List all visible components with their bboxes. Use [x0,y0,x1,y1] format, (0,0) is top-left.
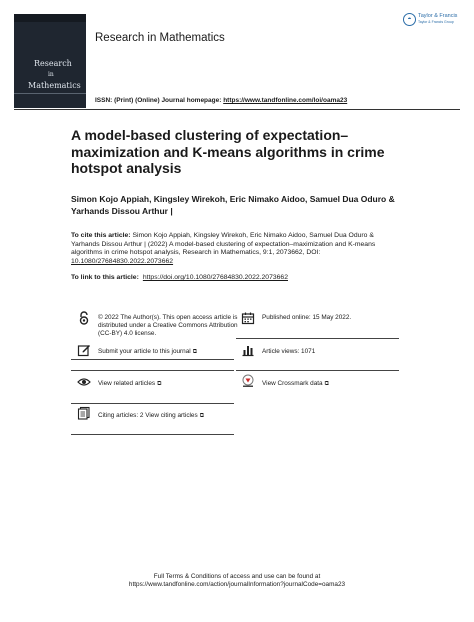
footer-link[interactable]: https://www.tandfonline.com/action/journalInformation?journalCode=oama23 [128,581,346,589]
article-doi-url[interactable]: https://doi.org/10.1080/27684830.2022.2073662 [142,274,288,281]
divider [71,370,234,371]
citing-articles-link[interactable]: Citing articles: 2 View citing articles ⧉ [98,412,204,419]
citation-block: To cite this article: Simon Kojo Appiah, Kingsley Wirekoh, Eric Nimako Aidoo, Samuel Dua Oduro & Yarhands Dissou Arthur | (2022) A model-based clustering of expectation–maximization and K-means algorithms in crime hotspot analysis, Research in Mathematics, 9:1, 2073662, DOI: 10.1080/27684830.2022.2073662 [71,232,376,265]
issn-line: ISSN: (Print) (Online) Journal homepage: https://www.tandfonline.com/loi/oama23 [95,97,348,104]
related-articles-link[interactable]: View related articles ⧉ [98,380,162,387]
publisher-logo-icon: ◓ [403,13,416,26]
external-link-icon: ⧉ [157,381,162,387]
bar-chart-icon [241,343,255,357]
cover-divider [14,93,86,94]
divider [236,338,399,339]
divider [71,359,234,360]
article-views: Article views: 1071 [262,348,316,355]
doi-link[interactable]: 10.1080/27684830.2022.2073662 [71,257,174,265]
crossmark-link[interactable]: View Crossmark data ⧉ [262,380,329,387]
submit-article-icon [77,343,91,357]
published-date: Published online: 15 May 2022. [262,314,352,321]
external-link-icon: ⧉ [324,381,329,387]
eye-icon [77,375,91,389]
open-access-icon [77,311,91,325]
article-link-line: To link to this article: https://doi.org/10.1080/27684830.2022.2073662 [71,274,288,281]
journal-title: Research in Mathematics [95,32,225,44]
submit-article-link[interactable]: Submit your article to this journal ⧉ [98,348,198,355]
publisher-logo: ◓ Taylor & Francis Taylor & Francis Group [403,12,463,30]
journal-cover-image [14,14,86,108]
journal-homepage-link[interactable]: https://www.tandfonline.com/loi/oama23 [223,97,348,104]
cover-stripe [14,14,86,22]
article-title: A model-based clustering of expectation–maximization and K-means algorithms in crime hotspot analysis [71,127,385,176]
citing-articles-icon [77,406,91,420]
divider [236,370,399,371]
calendar-icon [241,311,255,325]
divider [71,403,234,404]
article-authors: Simon Kojo Appiah, Kingsley Wirekoh, Eric Nimako Aidoo, Samuel Dua Oduro & Yarhands Dissou Arthur | [71,194,395,216]
footer-terms: Full Terms & Conditions of access and use can be found at https://www.tandfonline.com/action/journalInformation?journalCode=oama23 [0,573,474,590]
divider [71,434,234,435]
external-link-icon: ⧉ [192,349,198,355]
crossmark-icon [241,374,255,388]
license-text: © 2022 The Author(s). This open access article is distributed under a Creative Commons Attribution (CC-BY) 4.0 license. [98,314,238,338]
header-divider [14,109,460,110]
external-link-icon: ⧉ [199,413,204,419]
cover-title: Research in Mathematics [28,59,81,90]
